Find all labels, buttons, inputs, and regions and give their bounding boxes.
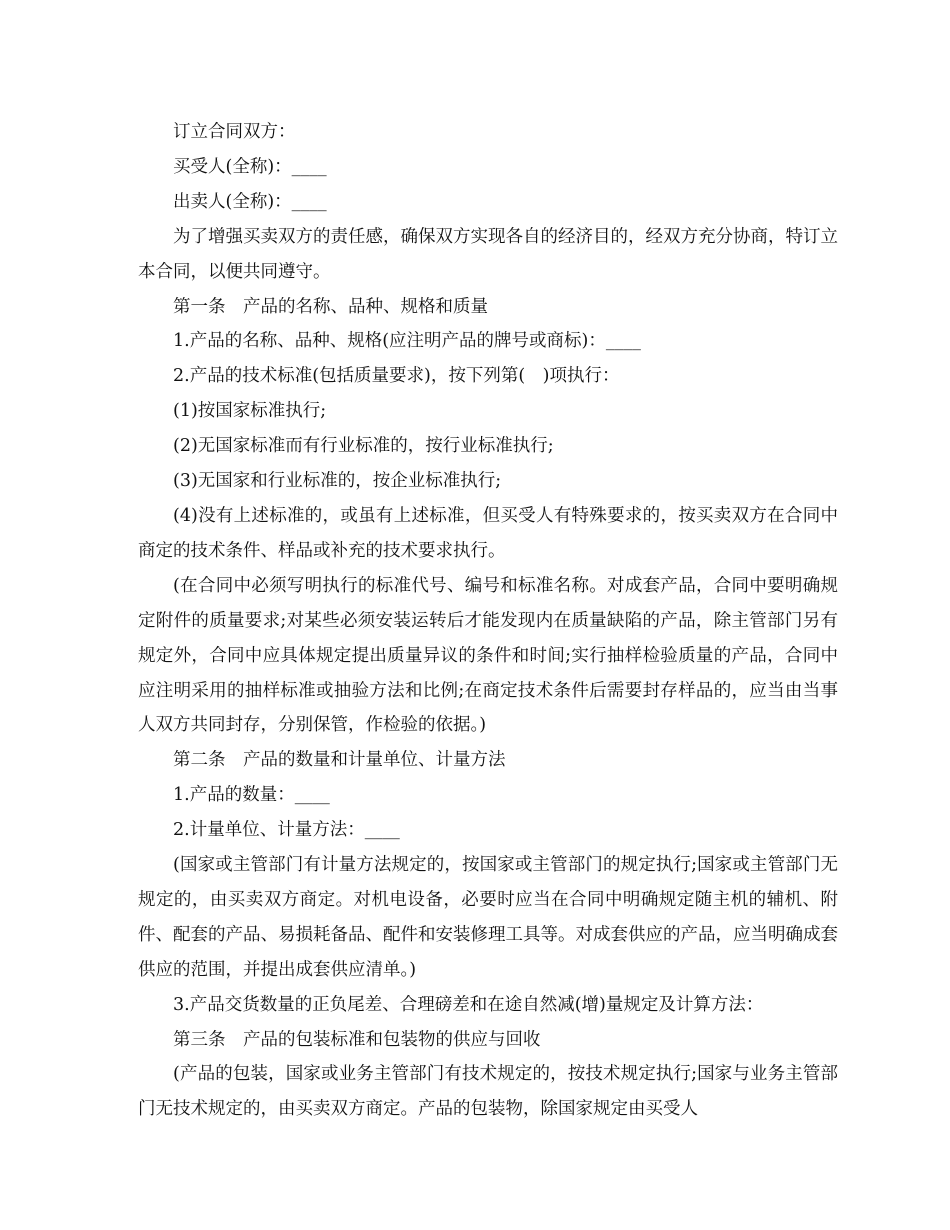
article-2-item-2: 2.计量单位、计量方法：____ <box>173 820 400 841</box>
article-2-item-1: 1.产品的数量：____ <box>173 785 330 806</box>
article-1-note: (在合同中必须写明执行的标准代号、编号和标准名称。对成套产品，合同中要明确规定附件的质量要求;对某些必须安装运转后才能发现内在质量缺陷的产品，除主管部门另有规定外，合同中应具体规定提出质量异议的条件和时间;实行抽样检验质量的产品，合同中应注明采用的抽样标准或抽验方法和比例;在商定技术条件后需要封存样品的，应当由当事人双方共同封存，分别保管，作检验的依据。) <box>138 575 838 736</box>
article-3-note: (产品的包装，国家或业务主管部门有技术规定的，按技术规定执行;国家与业务主管部门无技术规定的，由买卖双方商定。产品的包装物，除国家规定由买受人 <box>138 1064 838 1120</box>
standard-option-4: (4)没有上述标准的，或虽有上述标准，但买受人有特殊要求的，按买卖双方在合同中商定的技术条件、样品或补充的技术要求执行。 <box>138 505 838 561</box>
article-3-heading: 第三条 产品的包装标准和包装物的供应与回收 <box>173 1029 541 1050</box>
article-2-note: (国家或主管部门有计量方法规定的，按国家或主管部门的规定执行;国家或主管部门无规定的，由买卖双方商定。对机电设备，必要时应当在合同中明确规定随主机的辅机、附件、配套的产品、易损耗备品、配件和安装修理工具等。对成套供应的产品，应当明确成套供应的范围，并提出成套供应清单。) <box>138 855 838 980</box>
article-2-heading: 第二条 产品的数量和计量单位、计量方法 <box>173 750 506 771</box>
standard-option-1: (1)按国家标准执行; <box>173 401 327 422</box>
article-1-item-1: 1.产品的名称、品种、规格(应注明产品的牌号或商标)：____ <box>173 331 641 352</box>
parties-heading: 订立合同双方： <box>173 122 296 142</box>
contract-document <box>138 115 838 1127</box>
standard-option-3: (3)无国家和行业标准的，按企业标准执行; <box>173 471 502 492</box>
article-1-heading: 第一条 产品的名称、品种、规格和质量 <box>173 296 488 317</box>
standard-option-2: (2)无国家标准而有行业标准的，按行业标准执行; <box>173 436 554 457</box>
preamble-paragraph: 为了增强买卖双方的责任感，确保双方实现各自的经济目的，经双方充分协商，特订立本合同，以便共同遵守。 <box>138 226 838 282</box>
seller-name-line: 出卖人(全称)：____ <box>173 191 327 212</box>
article-2-item-3: 3.产品交货数量的正负尾差、合理磅差和在途自然减(增)量规定及计算方法： <box>173 994 764 1015</box>
buyer-name-line: 买受人(全称)：____ <box>173 156 327 177</box>
article-1-item-2: 2.产品的技术标准(包括质量要求)，按下列第( )项执行： <box>173 366 620 387</box>
